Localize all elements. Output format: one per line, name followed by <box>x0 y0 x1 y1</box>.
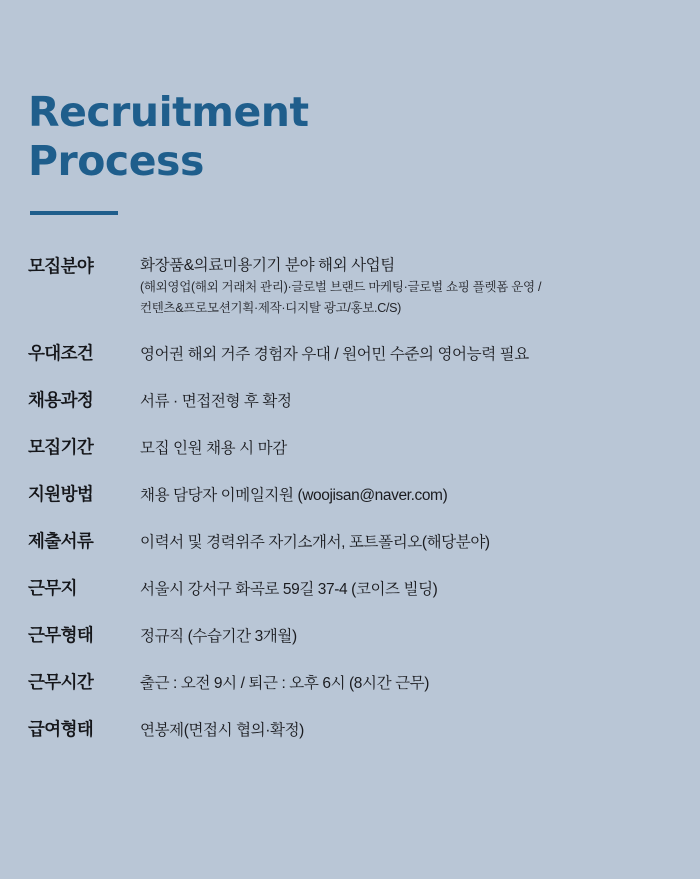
row-value <box>140 252 678 319</box>
table-row <box>28 576 678 601</box>
row-value <box>140 576 678 601</box>
row-value-main: 채용 담당자 이메일지원 (woojisan@naver.com) <box>140 487 448 504</box>
table-row <box>28 623 678 648</box>
row-label: 우대조건 <box>28 343 94 363</box>
row-value <box>140 670 678 695</box>
row-value-main: 모집 인원 채용 시 마감 <box>140 440 287 457</box>
row-value <box>140 717 678 742</box>
row-label: 모집기간 <box>28 437 94 457</box>
table-row <box>28 388 678 413</box>
table-row <box>28 717 678 742</box>
row-value-main: 연봉제(면접시 협의·확정) <box>140 722 304 739</box>
row-label: 채용과정 <box>28 390 94 410</box>
title-divider <box>30 211 118 215</box>
row-label: 제출서류 <box>28 531 94 551</box>
page-title-line-1: Recruitment <box>28 88 309 136</box>
row-value <box>140 482 678 507</box>
row-value-main: 출근 : 오전 9시 / 퇴근 : 오후 6시 (8시간 근무) <box>140 675 429 692</box>
row-value <box>140 529 678 554</box>
row-value-main: 영어권 해외 거주 경험자 우대 / 원어민 수준의 영어능력 필요 <box>140 346 529 363</box>
row-label: 지원방법 <box>28 484 94 504</box>
row-value <box>140 341 678 366</box>
row-value <box>140 623 678 648</box>
table-row <box>28 670 678 695</box>
row-value <box>140 435 678 460</box>
table-row <box>28 341 678 366</box>
table-row <box>28 529 678 554</box>
row-value-sub-line-2: 컨텐츠&프로모션기획·제작·디지탈 광고/홍보.C/S) <box>140 301 402 315</box>
row-value-sub-line-1: (해외영업(해외 거래처 관리)·글로벌 브랜드 마케팅·글로벌 쇼핑 플렛폼 운영 / <box>140 280 542 294</box>
table-row <box>28 435 678 460</box>
row-value-main: 정규직 (수습기간 3개월) <box>140 628 297 645</box>
table-row <box>28 252 678 319</box>
table-row <box>28 482 678 507</box>
row-label: 급여형태 <box>28 719 94 739</box>
row-value-main: 서류 · 면접전형 후 확정 <box>140 393 292 410</box>
row-value-main: 이력서 및 경력위주 자기소개서, 포트폴리오(해당분야) <box>140 534 490 551</box>
row-label: 근무형태 <box>28 625 94 645</box>
row-value <box>140 388 678 413</box>
page-title-line-2: Process <box>28 137 204 185</box>
page-title <box>28 88 309 186</box>
row-value-main: 서울시 강서구 화곡로 59길 37-4 (코이즈 빌딩) <box>140 581 438 598</box>
recruitment-details-table <box>28 252 678 742</box>
row-label: 근무지 <box>28 578 77 598</box>
row-value-main: 화장품&의료미용기기 분야 해외 사업팀 <box>140 257 395 274</box>
row-label: 근무시간 <box>28 672 94 692</box>
row-label: 모집분야 <box>28 256 94 276</box>
